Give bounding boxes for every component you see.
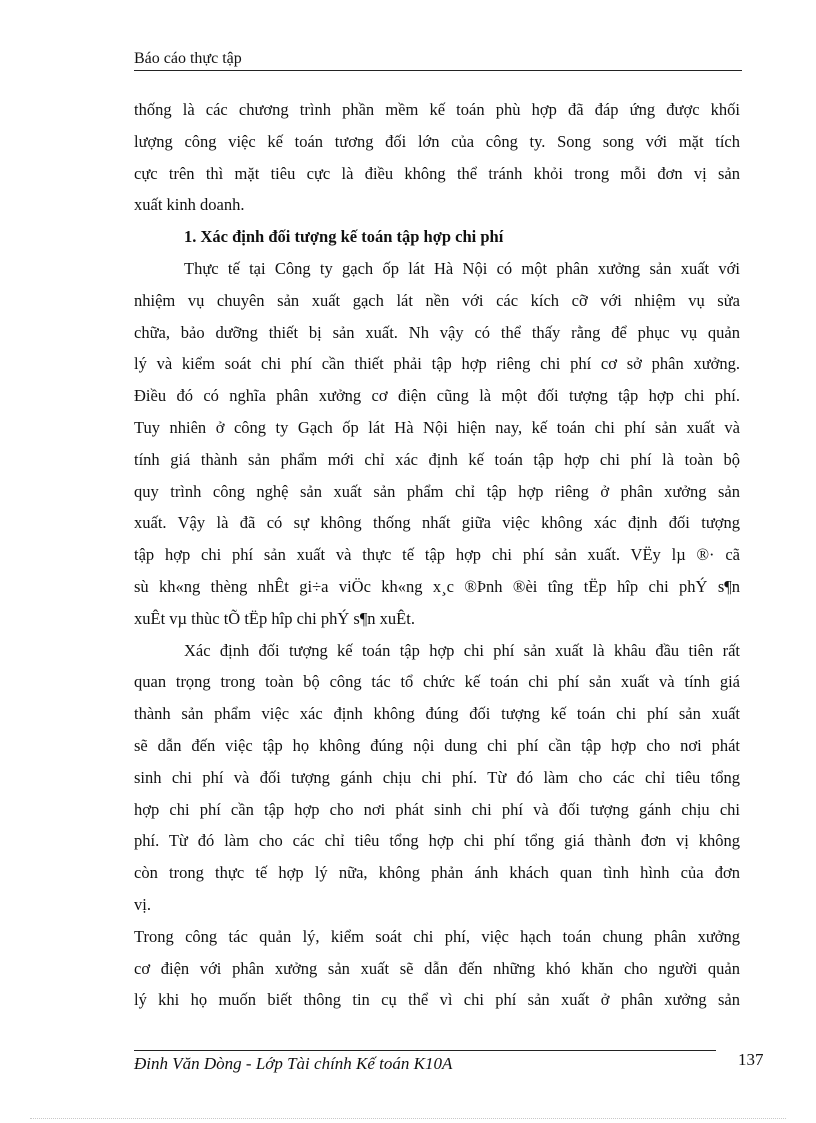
footer-author: Đinh Văn Dòng - Lớp Tài chính Kế toán K10A <box>134 1054 453 1073</box>
text-line: Trong công tác quản lý, kiểm soát chi phí, việc hạch toán chung phân xưởng <box>134 926 740 946</box>
text-line: lý khi họ muốn biết thông tin cụ thể vì chi phí sản xuất ở phân xưởng sản <box>134 990 740 1010</box>
text-line: phí. Từ đó làm cho các chỉ tiêu tổng hợp chi phí tổng giá thành đơn vị không <box>134 831 740 851</box>
text-line: Tuy nhiên ở công ty Gạch ốp lát Hà Nội hiện nay, kế toán chi phí sản xuất và <box>134 417 740 437</box>
body-text <box>134 94 740 1016</box>
text-line: tính giá thành sản phẩm mới chỉ xác định kế toán tập hợp chi phí là toàn bộ <box>134 449 740 469</box>
text-line: sẽ dẫn đến việc tập họ không đúng nội dung chi phí cần tập hợp cho nơi phát <box>134 735 740 755</box>
text-line: xuất kinh doanh. <box>134 195 245 215</box>
text-line: thống là các chương trình phần mềm kế toán phù hợp đã đáp ứng được khối <box>134 100 740 119</box>
text-line: nhiệm vụ chuyên sản xuất gạch lát nền với các kích cỡ với nhiệm vụ sửa <box>134 290 740 310</box>
text-line: hợp chi phí cần tập hợp cho nơi phát sinh chi phí và đối tượng gánh chịu chi <box>134 799 740 819</box>
text-line: Xác định đối tượng kế toán tập hợp chi phí sản xuất là khâu đầu tiên rất <box>184 640 740 660</box>
text-line: lý và kiểm soát chi phí cần thiết phải tập hợp riêng chi phí cơ sở phân xưởng. <box>134 354 740 374</box>
text-line: chữa, bảo dưỡng thiết bị sản xuất. Nh vậy có thể thấy rằng để phục vụ quản <box>134 322 740 342</box>
text-line: thành sản phẩm việc xác định không đúng đối tượng kế toán chi phí sản xuất <box>134 704 740 724</box>
text-line: xuÊt vµ thùc tÕ tËp hîp chi phÝ s¶n xuÊt. <box>134 608 415 628</box>
text-line: vị. <box>134 894 151 914</box>
text-line: cơ điện với phân xưởng sản xuất sẽ dẫn đến những khó khăn cho người quản <box>134 958 740 978</box>
text-line: Điều đó có nghĩa phân xưởng cơ điện cũng là một đối tượng tập hợp chi phí. <box>134 386 740 406</box>
text-line: xuất. Vậy là đã có sự không thống nhất giữa việc không xác định đối tượng <box>134 513 740 533</box>
text-line: quan trọng trong toàn bộ công tác tổ chức kế toán chi phí sản xuất và tính giá <box>134 672 740 692</box>
text-line: cực trên thì mặt tiêu cực là điều không thể tránh khỏi trong mỗi đơn vị sản <box>134 163 740 183</box>
text-line: sù kh«ng thèng nhÊt gi÷a viÖc kh«ng x¸c ®Þnh ®èi tîng tËp hîp chi phÝ s¶n <box>134 576 740 596</box>
page-header: Báo cáo thực tập <box>134 50 742 71</box>
section-heading: 1. Xác định đối tượng kế toán tập hợp chi phí <box>184 227 504 247</box>
page-bottom-border <box>30 1118 786 1119</box>
text-line: tập hợp chi phí sản xuất và thực tế tập hợp chi phí sản xuất. VËy lµ ®· cã <box>134 545 740 565</box>
text-line: lượng công việc kế toán tương đối lớn của công ty. Song song với mặt tích <box>134 131 740 151</box>
text-line: Thực tế tại Công ty gạch ốp lát Hà Nội có một phân xưởng sản xuất với <box>184 258 740 278</box>
text-line: quy trình công nghệ sản xuất sản phẩm chỉ tập hợp riêng ở phân xưởng sản <box>134 481 740 501</box>
page-number: 137 <box>738 1050 764 1069</box>
footer-divider <box>134 1050 716 1051</box>
text-line: sinh chi phí và đối tượng gánh chịu chi phí. Từ đó làm cho các chỉ tiêu tổng <box>134 767 740 787</box>
text-line: còn trong thực tế hợp lý nữa, không phản ánh khách quan tình hình của đơn <box>134 863 740 883</box>
